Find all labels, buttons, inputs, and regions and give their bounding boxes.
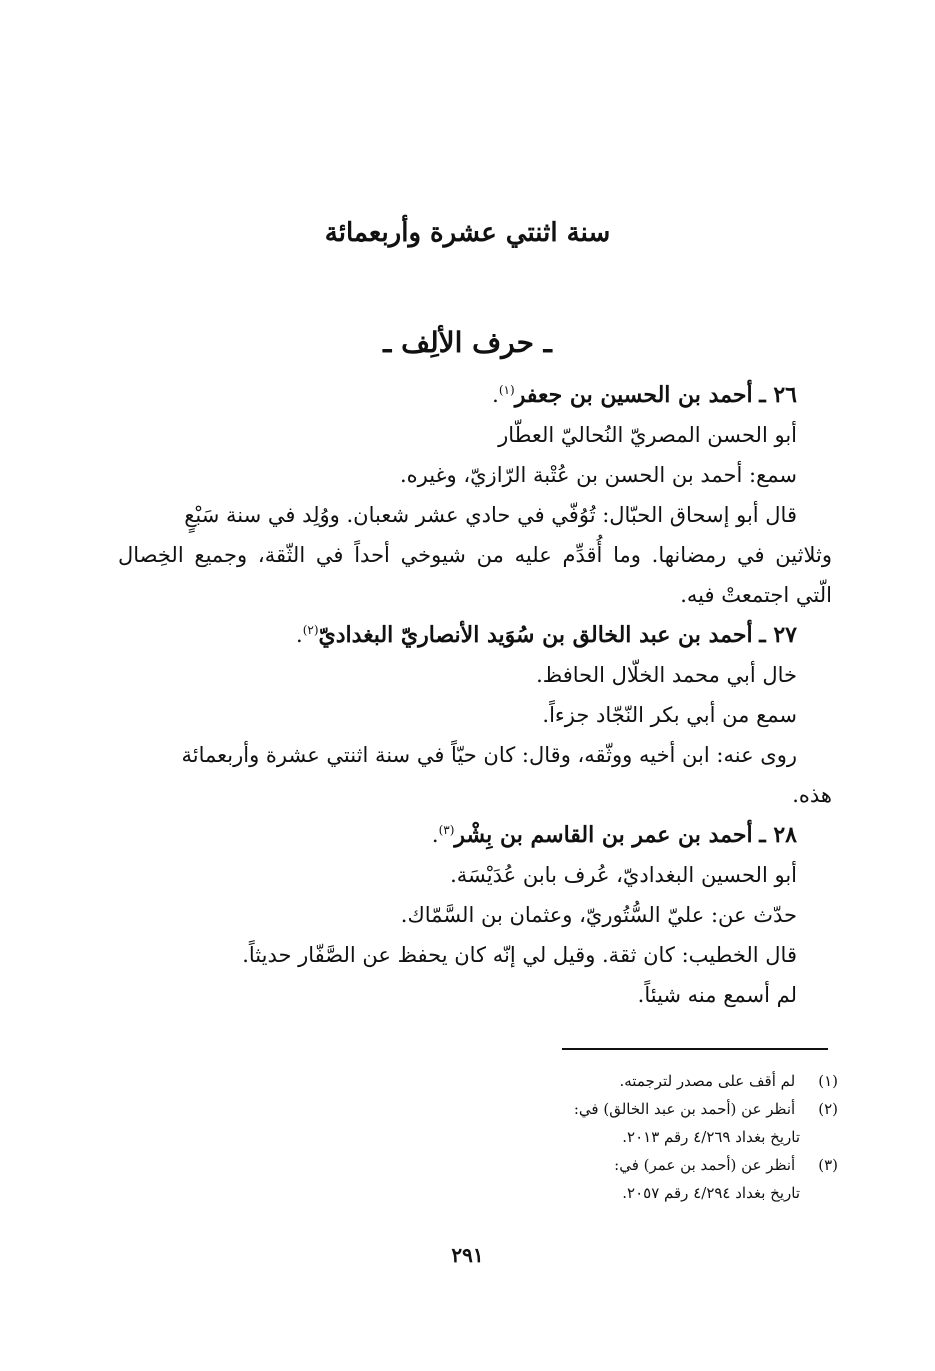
footnote	[470, 1151, 838, 1179]
page-number: ٢٩١	[451, 1243, 484, 1267]
footnote-marker: (٣)	[438, 823, 455, 837]
entry-number: ٢٧ ـ	[759, 622, 797, 648]
entry-line: وثلاثين في رمضانها. وما أُقدِّم عليه من شيوخي أحداً في الثّقة، وجميع الخِصال	[118, 543, 832, 567]
entry-line: سمع: أحمد بن الحسن بن عُتْبة الرّازيّ، وغيره.	[399, 463, 797, 487]
entry-name: أحمد بن عمر بن القاسم بن بِشْر	[454, 822, 753, 848]
footnote-marker: (١)	[498, 383, 515, 397]
entry-line: قال أبو إسحاق الحبّال: تُوُفّي في حادي عشر شعبان. ووُلِد في سنة سَبْعٍ	[184, 503, 797, 527]
footnote-text: أنظر عن (أحمد بن عبد الخالق) في:	[573, 1100, 796, 1118]
entry-line: روى عنه: ابن أخيه ووثّقه، وقال: كان حيّاً في سنة اثنتي عشرة وأربعمائة	[181, 743, 797, 767]
entry-line: قال الخطيب: كان ثقة. وقيل لي إنّه كان يحفظ عن الصَّفّار حديثاً.	[242, 943, 797, 967]
footnote-marker: (٢)	[302, 623, 319, 637]
entry-line: سمع من أبي بكر النّجّاد جزءاً.	[542, 703, 797, 727]
section-heading: ـ حرف الألِف ـ	[383, 326, 552, 359]
entry-line: لم أسمع منه شيئاً.	[637, 983, 797, 1007]
entry-number: ٢٦ ـ	[759, 382, 797, 408]
footnote-text: لم أقف على مصدر لترجمته.	[619, 1072, 796, 1090]
entry-line: هذه.	[792, 783, 832, 807]
entry-line: حدّث عن: عليّ السُّتُوريّ، وعثمان بن السَّمّاك.	[400, 903, 797, 927]
footnote-continuation: تاريخ بغداد ٤/٢٩٤ رقم ٢٠٥٧.	[622, 1184, 800, 1202]
entry-number: ٢٨ ـ	[759, 822, 797, 848]
entry-heading: ٢٧ ـ أحمد بن عبد الخالق بن سُوَيد الأنصاريّ البغداديّ$^{(٢)}$.	[296, 622, 797, 648]
footnote-continuation: تاريخ بغداد ٤/٢٦٩ رقم ٢٠١٣.	[622, 1128, 800, 1146]
entry-line: خال أبي محمد الخلّال الحافظ.	[536, 663, 797, 687]
entry-name: أحمد بن عبد الخالق بن سُوَيد الأنصاريّ البغداديّ	[318, 622, 753, 648]
footnote-number: (٢)	[818, 1100, 838, 1118]
entry-line: أبو الحسين البغداديّ، عُرف بابن عُدَيْسَة.	[450, 863, 797, 887]
footnotes	[470, 1067, 838, 1207]
footnote-number: (٣)	[818, 1156, 838, 1174]
entry-line: الّتي اجتمعتْ فيه.	[680, 583, 832, 607]
entry-line: أبو الحسن المصريّ النُحاليّ العطّار	[498, 423, 797, 447]
entry-heading: ٢٨ ـ أحمد بن عمر بن القاسم بن بِشْر$^{(٣)}$.	[431, 822, 797, 848]
footnote-number: (١)	[818, 1072, 838, 1090]
entry-heading: ٢٦ ـ أحمد بن الحسين بن جعفر$^{(١)}$.	[492, 382, 797, 408]
main-text	[118, 375, 832, 1015]
footnote	[470, 1095, 838, 1123]
entry-name: أحمد بن الحسين بن جعفر	[514, 382, 753, 408]
footnote	[470, 1067, 838, 1095]
footnote-divider	[562, 1048, 828, 1050]
footnote-text: أنظر عن (أحمد بن عمر) في:	[614, 1156, 796, 1174]
year-heading: سنة اثنتي عشرة وأربعمائة	[324, 218, 611, 248]
